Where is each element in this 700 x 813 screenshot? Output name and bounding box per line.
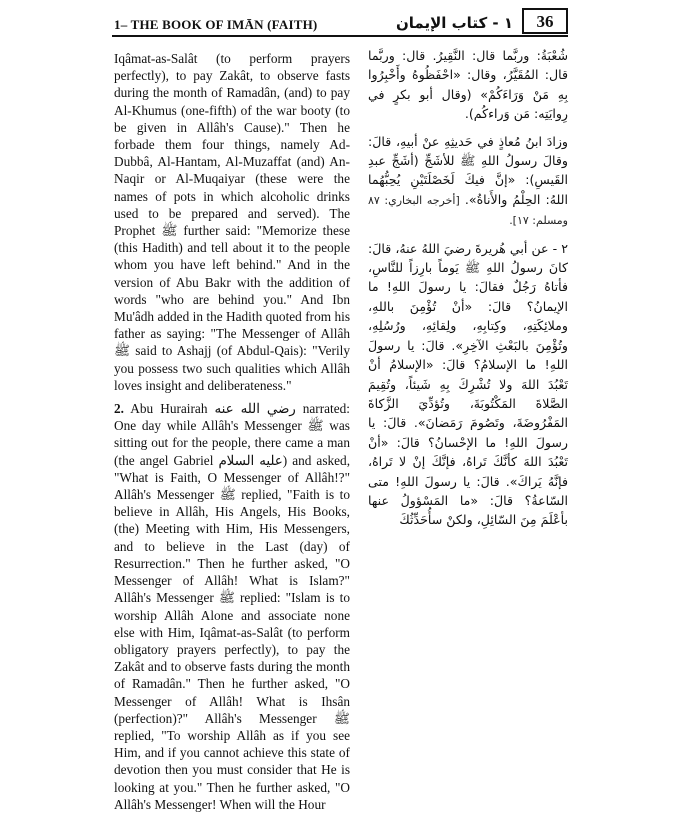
english-column	[114, 50, 350, 813]
header-divider	[112, 35, 568, 37]
arabic-column	[368, 46, 568, 530]
english-hadith-1-continuation: Iqâmat-as-Salât (to perform prayers perfectly), to pay Zakât, to observe fasts during the month of Ramadân, (and) to pay Al-Khumus (one-fifth) of the war booty (to be given in Allâh's Cause)." Then he forbade them four things, namely Ad-Dubbâ, Al-Hantam, Al-Muzaffat (and) An-Naqir or Al-Muqaiyar (these were the names of pots in which alcoholic drinks used to be prepared and served). The Prophet ﷺ further said: "Memorize these (this Hadith) and tell about it to the people whom you have left behind." And in the version of Abu Bakr with the addition of words "who are behind you." And Ibn Mu'âdh added in the Hadith quoted from his father as saying: "The Messenger of Allâh ﷺ said to Ashajj (of Abdul-Qais): "Verily you possess two such qualities which Allâh loves insight and deliberateness."	[114, 51, 350, 393]
page-header	[112, 11, 568, 37]
hadith-2-text: Abu Hurairah رضي الله عنه narrated: One day while Allâh's Messenger ﷺ was sitting out for the people, there came a man (the angel Gabriel عليه السلام) and asked, "What is Faith, O Messenger of Allâh!?" Allâh's Messenger ﷺ replied, "Faith is to believe in Allâh, His Angels, His Books, (the) Meeting with Him, His Messengers, and to believe in the Last (day) of Resurrection." Then he further asked, "O Messenger of Allâh! What is Islam?" Allâh's Messenger ﷺ replied: "Islam is to worship Allâh Alone and associate none else with Him, Iqâmat-as-Salât (to perform obligatory prayers perfectly), to pay the Zakât and to observe fasts during the month of Ramadân." Then he further asked, "O Messenger of Allâh! What is Ihsân (perfection)?" Allâh's Messenger ﷺ replied, "To worship Allâh as if you see Him, and if you cannot achieve this state of devotion then you must consider that He is looking at you." Then he further asked, "O Allâh's Messenger! When will the Hour	[114, 401, 351, 812]
header-title-english: 1– THE BOOK OF IMĀN (FAITH)	[114, 17, 318, 32]
english-hadith-2	[114, 400, 350, 813]
arabic-addition-text: وزادَ ابنُ مُعاذٍ في حَديثِهِ عنْ أبيهِ، قالَ: وقالَ رسولُ اللهِ ﷺ للأشَجِّ (أشَجِّ عبدِ القَيسِ): «إنَّ فيكَ لَخَصْلَتَيْنِ يُحِبُّهُما اللهُ: الحِلْمُ والأَناةُ».	[368, 133, 568, 207]
arabic-hadith-1-continuation: شُعْبَةُ: وربَّما قال: النَّقِيرُ. قال: وربَّما قال: المُقَيَّرُ، وقال: «احْفَظُوهُ وأَخْبِرُوا بِهِ مَنْ وَرَاءَكُمْ» (وقال أبو بكرٍ في رِوايَتِه: مَن وَراءكُم).	[368, 48, 568, 122]
arabic-reference: [أخرجه البخاري: ٨٧ ومسلم: ١٧].	[368, 193, 568, 228]
arabic-hadith-2: ٢ - عن أبي هُريرةَ رضيَ اللهُ عنهُ، قالَ: كانَ رسولُ اللهِ ﷺ يَوماً بارِزاً للنَّاسِ، فأتاهُ رَجُلٌ فقالَ: يا رسولَ اللهِ! ما الإيمانُ؟ قالَ: «أنْ تُؤْمِنَ باللهِ، وملائِكَتِهِ، وكِتابِهِ، ولِقائِهِ، ورُسُلِهِ، وتُؤْمِنَ بالبَعْثِ الآخِرِ». قالَ: يا رسولَ اللهِ! ما الإسلامُ؟ قالَ: «الإسلامُ أنْ تَعْبُدَ اللهَ ولا تُشْرِكَ بِهِ شَيئاً، وتُقِيمَ الصَّلاةَ المَكْتُوبَةَ، وتُؤدِّيَ الزَّكاةَ المَفْرُوضَةَ، وتَصُومَ رَمَضانَ». قالَ: يا رسولَ اللهِ! ما الإحْسانُ؟ قالَ: «أنْ تَعْبُدَ اللهَ كأنَّكَ تَراهُ، فإنَّكَ إنْ لا تَراهُ، فإنَّهُ يَراكَ». قالَ: يا رسولَ اللهِ! متى السّاعةُ؟ قالَ: «ما المَسْؤولُ عنها بأعْلَمَ مِنَ السّائِلِ، ولكنْ سأُحَدِّثُكَ	[368, 240, 568, 528]
hadith-2-number: 2.	[114, 401, 124, 417]
page-number: 36	[522, 8, 568, 34]
header-title-arabic: ١ - كتاب الإيمان	[395, 14, 513, 32]
arabic-ibn-muadh-addition	[368, 132, 568, 231]
